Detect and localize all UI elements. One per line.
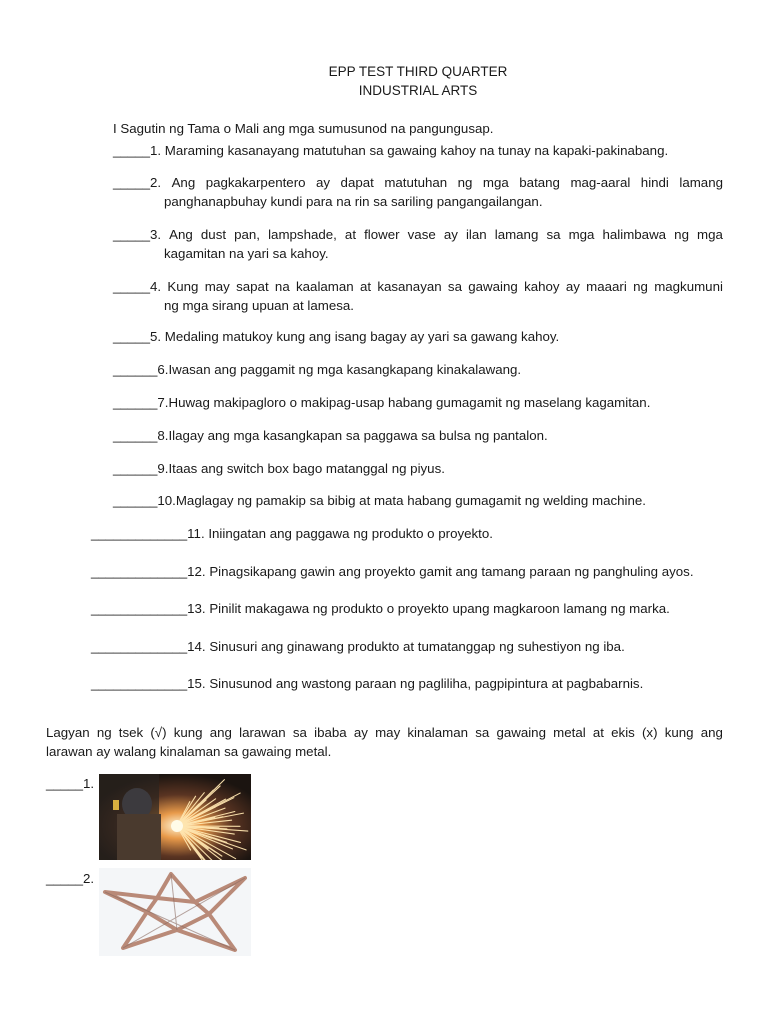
instruction-word: sa <box>475 725 490 740</box>
question-word: Kung <box>167 279 199 294</box>
question-text: ______7.Huwag makipagloro o makipag-usap habang gumagamit ng maselang kagamitan. <box>113 395 651 410</box>
question-word: pagkakarpentero <box>205 175 306 190</box>
test-subtitle: INDUSTRIAL ARTS <box>358 83 478 98</box>
instruction-word: metal <box>553 725 586 740</box>
instruction-word: (√) <box>150 725 167 740</box>
question-word: ay <box>316 175 331 190</box>
question-word: ng <box>633 279 648 294</box>
question-word: may <box>204 279 230 294</box>
question-item: _____________13. Pinilit makagawa ng produkto o proyekto upang magkaroon lamang ng marka. <box>91 601 670 616</box>
instruction-word: ng <box>96 725 112 740</box>
image-item-blank: _____1. <box>46 776 95 791</box>
question-word: flower <box>364 227 400 242</box>
instruction-word: ang <box>209 725 232 740</box>
question-word: sapat <box>236 279 269 294</box>
welding-sparks-image <box>99 774 251 860</box>
image-item-blank: _____2. <box>46 871 95 886</box>
instruction-word: kinalaman <box>407 725 469 740</box>
question-word: sa <box>546 227 561 242</box>
question-word: lamang <box>679 175 723 190</box>
question-text: ______10.Maglagay ng pamakip sa bibig at mata habang gumagamit ng welding machine. <box>113 493 646 508</box>
question-item <box>113 459 723 478</box>
instruction-word: gawaing <box>496 725 546 740</box>
instruction-word: ang <box>700 725 723 740</box>
question-item <box>113 327 723 346</box>
question-text <box>113 277 723 296</box>
test-title: EPP TEST THIRD QUARTER <box>328 64 508 79</box>
instruction-word: sa <box>292 725 307 740</box>
question-word: ng <box>457 175 473 190</box>
question-word: magkumuni <box>654 279 723 294</box>
question-word: at <box>344 227 357 242</box>
question-word: maaari <box>586 279 627 294</box>
question-item <box>113 141 723 160</box>
question-word: vase <box>407 227 436 242</box>
question-word: dust <box>200 227 227 242</box>
question-item <box>113 277 723 315</box>
question-text: ______8.Ilagay ang mga kasangkapan sa paggawa sa bulsa ng pantalon. <box>113 428 548 443</box>
question-item: _____________14. Sinusuri ang ginawang produkto at tumatanggap ng suhestiyon ng iba. <box>91 639 625 654</box>
instruction-word: ay <box>353 725 368 740</box>
question-item <box>113 393 723 412</box>
instruction-word: kung <box>664 725 694 740</box>
instruction-word: ibaba <box>314 725 347 740</box>
question-word: Ang <box>171 175 196 190</box>
question-word: _____3. <box>113 227 162 242</box>
question-item <box>113 225 723 263</box>
question-word: matutuhan <box>384 175 448 190</box>
question-word: mag-aaral <box>570 175 631 190</box>
question-word: dapat <box>340 175 374 190</box>
question-continuation: ng mga sirang upuan at lamesa. <box>164 298 354 313</box>
question-word: ay <box>565 279 580 294</box>
instruction-word: larawan <box>239 725 286 740</box>
question-text <box>113 225 723 244</box>
question-word: ilan <box>465 227 487 242</box>
part2-instruction-line2: larawan ay walang kinalaman sa gawaing metal. <box>46 744 332 759</box>
question-item <box>113 426 723 445</box>
part2-instruction-line1 <box>46 723 723 742</box>
question-item: _____________12. Pinagsikapang gawin ang proyekto gamit ang tamang paraan ng panghuling ayos. <box>91 564 694 579</box>
instruction-word: kung <box>173 725 203 740</box>
question-word: _____4. <box>113 279 162 294</box>
question-text: _____1. Maraming kasanayang matutuhan sa gawaing kahoy na tunay na kapaki-pakinabang. <box>113 143 669 158</box>
question-text: ______9.Itaas ang switch box bago matanggal ng piyus. <box>113 461 445 476</box>
question-word: at <box>359 279 372 294</box>
question-word: kasanayan <box>377 279 442 294</box>
question-continuation: kagamitan na yari sa kahoy. <box>164 246 329 261</box>
question-item: _____________15. Sinusunod ang wastong paraan ng pagliliha, pagpipintura at pagbabarnis. <box>91 676 644 691</box>
instruction-word: (x) <box>642 725 658 740</box>
question-word: ng <box>674 227 689 242</box>
question-text <box>113 173 723 192</box>
question-continuation: panghanapbuhay kundi para na rin sa sariling pangangailangan. <box>164 194 543 209</box>
instruction-word: at <box>592 725 604 740</box>
question-item <box>113 173 723 211</box>
question-word: na <box>274 279 290 294</box>
question-word: Ang <box>169 227 193 242</box>
part1-instruction: I Sagutin ng Tama o Mali ang mga sumusunod na pangungusap. <box>113 121 494 136</box>
question-item <box>113 360 723 379</box>
question-word: lampshade, <box>268 227 337 242</box>
instruction-word: may <box>375 725 401 740</box>
question-word: ay <box>443 227 458 242</box>
question-word: sa <box>447 279 462 294</box>
question-word: pan, <box>234 227 261 242</box>
question-text: ______6.Iwasan ang paggamit ng mga kasangkapang kinakalawang. <box>113 362 522 377</box>
metal-star-image <box>99 868 251 956</box>
question-text: _____5. Medaling matukoy kung ang isang bagay ay yari sa gawang kahoy. <box>113 329 560 344</box>
question-word: mga <box>568 227 595 242</box>
question-word: mga <box>482 175 509 190</box>
question-word: _____2. <box>113 175 162 190</box>
question-word: batang <box>519 175 560 190</box>
question-word: mga <box>697 227 723 242</box>
question-word: kahoy <box>524 279 560 294</box>
question-item: _____________11. Iniingatan ang paggawa ng produkto o proyekto. <box>91 526 493 541</box>
part2-instruction <box>46 723 723 761</box>
instruction-word: ekis <box>611 725 635 740</box>
question-word: lamang <box>494 227 539 242</box>
instruction-word: tsek <box>118 725 144 740</box>
question-word: halimbawa <box>602 227 667 242</box>
question-word: gawaing <box>468 279 518 294</box>
instruction-word: Lagyan <box>46 725 90 740</box>
question-word: kaalaman <box>296 279 354 294</box>
question-word: hindi <box>640 175 669 190</box>
question-item <box>113 491 723 510</box>
